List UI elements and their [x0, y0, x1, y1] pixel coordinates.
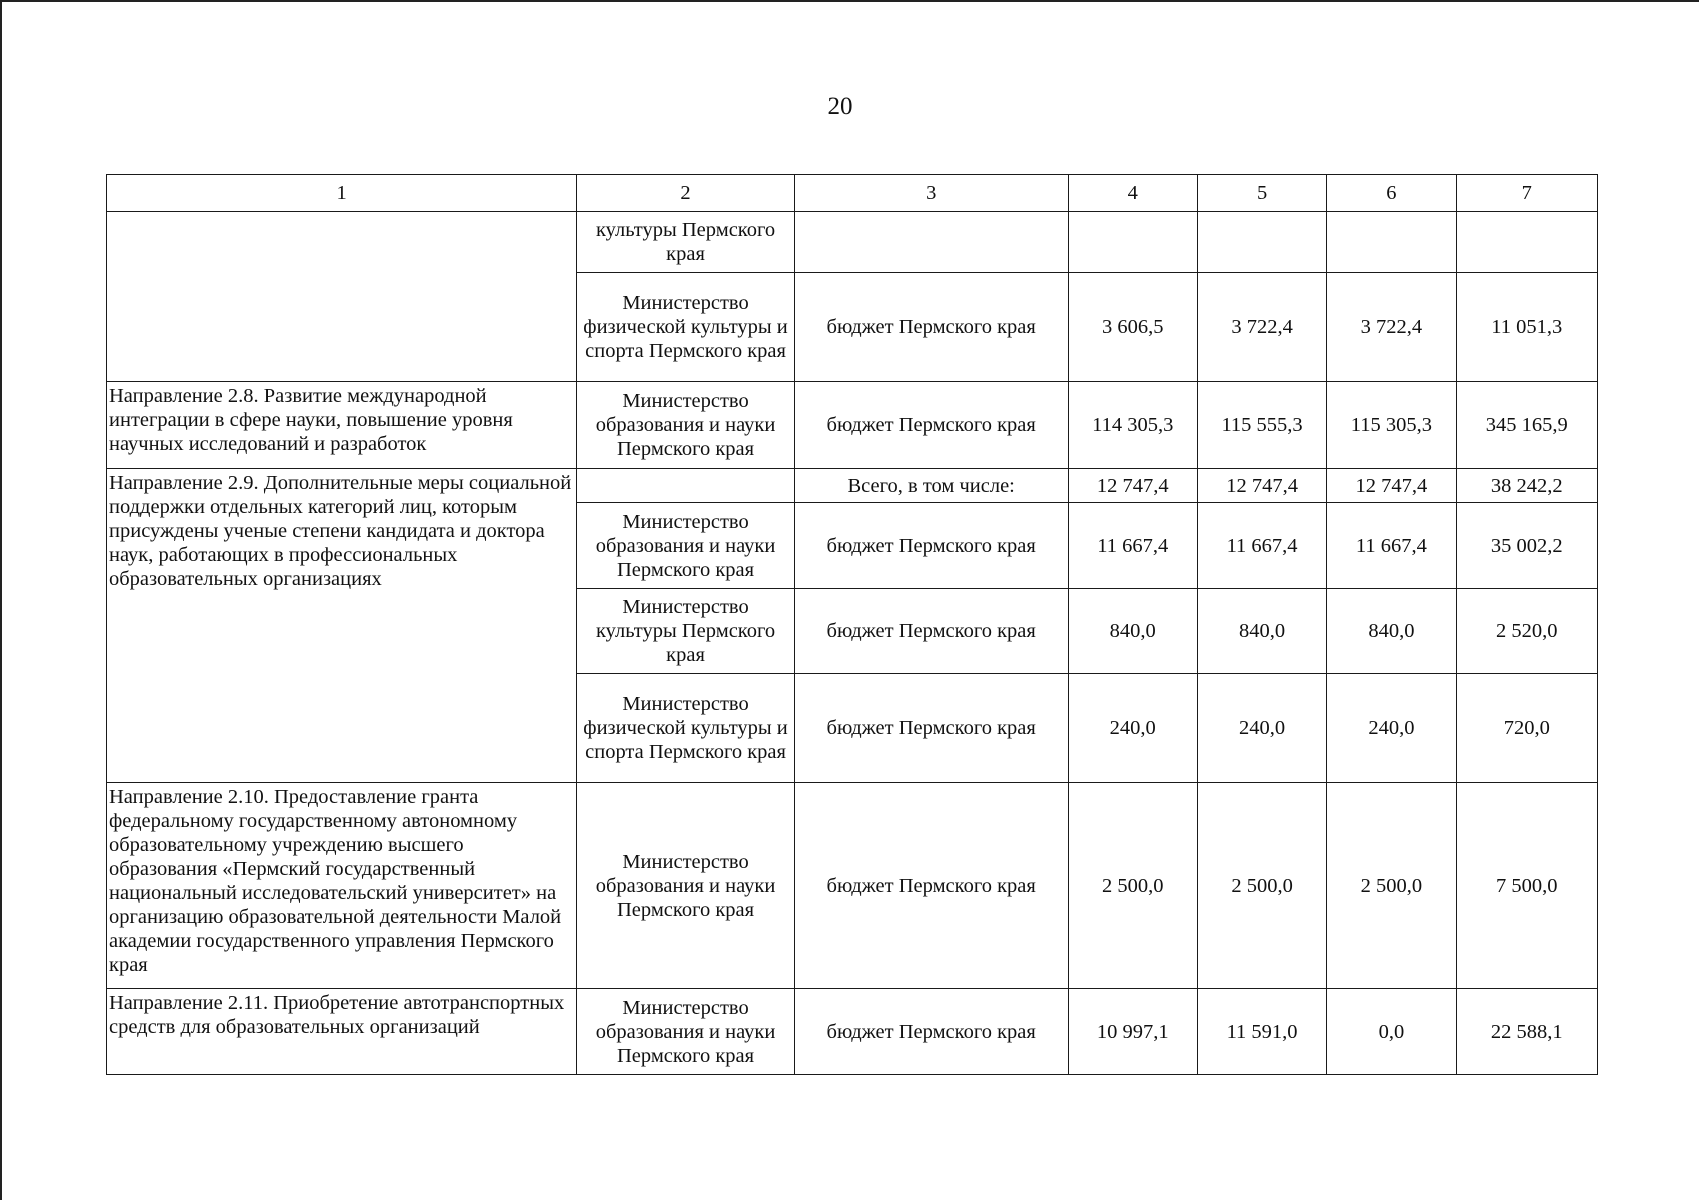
column-header: 6	[1327, 175, 1456, 212]
value-cell: 35 002,2	[1456, 503, 1597, 589]
value-cell: 11 667,4	[1327, 503, 1456, 589]
value-cell: 12 747,4	[1068, 469, 1197, 503]
value-cell: 0,0	[1327, 989, 1456, 1075]
executor-cell: Министерство физической культуры и спорта Пермского края	[577, 674, 795, 783]
value-cell: 240,0	[1327, 674, 1456, 783]
direction-cell: Направление 2.11. Приобретение автотранспортных средств для образовательных организаций	[107, 989, 577, 1075]
table-header-row	[107, 175, 1598, 212]
column-header: 1	[107, 175, 577, 212]
value-cell: 840,0	[1068, 589, 1197, 674]
source-cell: бюджет Пермского края	[794, 589, 1068, 674]
value-cell: 7 500,0	[1456, 783, 1597, 989]
source-cell	[794, 212, 1068, 273]
budget-table	[106, 174, 1598, 1075]
direction-cell: Направление 2.8. Развитие международной интеграции в сфере науки, повышение уровня научных исследований и разработок	[107, 382, 577, 469]
value-cell	[1068, 212, 1197, 273]
executor-cell: Министерство физической культуры и спорта Пермского края	[577, 273, 795, 382]
column-header: 7	[1456, 175, 1597, 212]
value-cell: 12 747,4	[1327, 469, 1456, 503]
value-cell: 840,0	[1197, 589, 1326, 674]
scan-border-left	[0, 0, 2, 1200]
value-cell: 11 051,3	[1456, 273, 1597, 382]
value-cell	[1197, 212, 1326, 273]
column-header: 4	[1068, 175, 1197, 212]
value-cell: 11 667,4	[1068, 503, 1197, 589]
value-cell: 11 591,0	[1197, 989, 1326, 1075]
column-header: 2	[577, 175, 795, 212]
value-cell: 840,0	[1327, 589, 1456, 674]
value-cell: 240,0	[1197, 674, 1326, 783]
executor-cell: Министерство образования и науки Пермского края	[577, 783, 795, 989]
direction-cell: Направление 2.9. Дополнительные меры социальной поддержки отдельных категорий лиц, которым присуждены ученые степени кандидата и доктора наук, работающих в профессиональных образовательных организациях	[107, 469, 577, 783]
value-cell: 3 606,5	[1068, 273, 1197, 382]
source-cell: бюджет Пермского края	[794, 783, 1068, 989]
executor-cell: культуры Пермского края	[577, 212, 795, 273]
scan-border-top	[0, 0, 1699, 2]
value-cell: 345 165,9	[1456, 382, 1597, 469]
value-cell: 12 747,4	[1197, 469, 1326, 503]
executor-cell	[577, 469, 795, 503]
executor-cell: Министерство образования и науки Пермского края	[577, 503, 795, 589]
table-row	[107, 469, 1598, 503]
value-cell: 3 722,4	[1327, 273, 1456, 382]
page-number: 20	[827, 93, 853, 120]
source-cell: бюджет Пермского края	[794, 503, 1068, 589]
value-cell	[1456, 212, 1597, 273]
value-cell: 115 555,3	[1197, 382, 1326, 469]
value-cell: 2 520,0	[1456, 589, 1597, 674]
value-cell: 240,0	[1068, 674, 1197, 783]
source-cell: бюджет Пермского края	[794, 674, 1068, 783]
source-cell: бюджет Пермского края	[794, 382, 1068, 469]
value-cell: 114 305,3	[1068, 382, 1197, 469]
direction-cell: Направление 2.10. Предоставление гранта федеральному государственному автономному образовательному учреждению высшего образования «Пермский государственный национальный исследовательский университет» на организацию образовательной деятельности Малой академии государственного управления Пермского края	[107, 783, 577, 989]
value-cell: 3 722,4	[1197, 273, 1326, 382]
value-cell: 11 667,4	[1197, 503, 1326, 589]
value-cell	[1327, 212, 1456, 273]
table-row	[107, 989, 1598, 1075]
value-cell: 2 500,0	[1068, 783, 1197, 989]
executor-cell: Министерство культуры Пермского края	[577, 589, 795, 674]
value-cell: 22 588,1	[1456, 989, 1597, 1075]
source-cell: бюджет Пермского края	[794, 989, 1068, 1075]
value-cell: 2 500,0	[1327, 783, 1456, 989]
source-cell: Всего, в том числе:	[794, 469, 1068, 503]
executor-cell: Министерство образования и науки Пермского края	[577, 382, 795, 469]
table-row	[107, 783, 1598, 989]
value-cell: 115 305,3	[1327, 382, 1456, 469]
table-row	[107, 382, 1598, 469]
column-header: 5	[1197, 175, 1326, 212]
executor-cell: Министерство образования и науки Пермского края	[577, 989, 795, 1075]
source-cell: бюджет Пермского края	[794, 273, 1068, 382]
direction-cell	[107, 212, 577, 382]
value-cell: 2 500,0	[1197, 783, 1326, 989]
column-header: 3	[794, 175, 1068, 212]
value-cell: 10 997,1	[1068, 989, 1197, 1075]
value-cell: 38 242,2	[1456, 469, 1597, 503]
value-cell: 720,0	[1456, 674, 1597, 783]
table-row	[107, 212, 1598, 273]
